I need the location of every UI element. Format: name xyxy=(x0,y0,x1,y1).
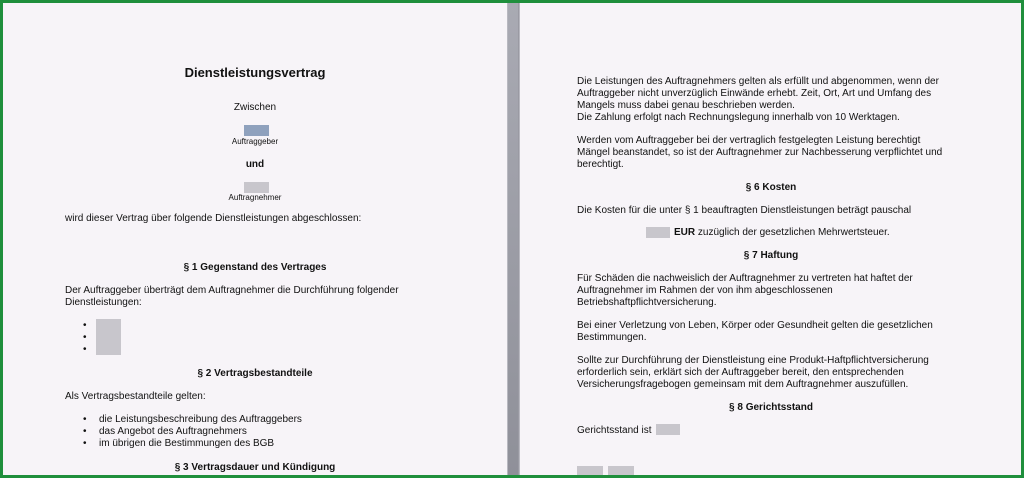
client-label: Auftraggeber xyxy=(231,137,279,146)
contractor-label: Auftragnehmer xyxy=(228,193,282,202)
list-item: die Leistungsbeschreibung des Auftraggebers xyxy=(99,414,302,425)
payment-line: Die Zahlung erfolgt nach Rechnungslegung innerhalb von 10 Werktagen. xyxy=(577,112,900,123)
between-label: Zwischen xyxy=(233,102,277,113)
signature-date-field[interactable] xyxy=(608,466,634,475)
bullet-icon: • xyxy=(83,332,87,343)
list-item: im übrigen die Bestimmungen des BGB xyxy=(99,438,275,449)
bullet-icon: • xyxy=(83,344,87,355)
insurance-line-2: erforderlich sein, erklärt sich der Auftraggeber bereit, den entsprechenden xyxy=(577,367,904,378)
section-6-text: Die Kosten für die unter § 1 beauftragten Dienstleistungen beträgt pauschal xyxy=(577,205,912,216)
client-name-field[interactable] xyxy=(244,125,269,136)
defects-line-1: Werden vom Auftraggeber bei der vertraglich festgelegten Leistung berechtigt xyxy=(577,135,921,146)
section-1-text-line-2: Dienstleistungen: xyxy=(65,297,142,308)
document-page-2 xyxy=(519,3,1021,475)
and-label: und xyxy=(245,159,265,170)
price-field[interactable] xyxy=(646,227,670,238)
page-gutter xyxy=(508,3,518,475)
signature-place-field[interactable] xyxy=(577,466,603,475)
section-1-text-line-1: Der Auftraggeber überträgt dem Auftragnehmer die Durchführung folgender xyxy=(65,285,399,296)
list-item: das Angebot des Auftragnehmers xyxy=(99,426,247,437)
injury-line-1: Bei einer Verletzung von Leben, Körper oder Gesundheit gelten die gesetzlichen xyxy=(577,320,933,331)
insurance-line-3: Versicherungsfragebogen gemeinsam mit dem Auftragnehmer auszufüllen. xyxy=(577,379,909,390)
contractor-name-field[interactable] xyxy=(244,182,269,193)
document-viewer xyxy=(3,3,1021,475)
section-2-text: Als Vertragsbestandteile gelten: xyxy=(65,391,206,402)
currency-label: EUR xyxy=(674,227,696,238)
document-page-1 xyxy=(3,3,508,475)
acceptance-line-3: Mangels muss dabei genau beschrieben werden. xyxy=(577,100,795,111)
liability-line-1: Für Schäden die nachweislich der Auftragnehmer zu vertreten hat haftet der xyxy=(577,273,913,284)
section-8-heading: § 8 Gerichtsstand xyxy=(729,402,813,413)
bullet-icon: • xyxy=(83,414,87,425)
vat-text: zuzüglich der gesetzlichen Mehrwertsteuer. xyxy=(697,227,890,238)
liability-line-3: Betriebshaftpflichtversicherung. xyxy=(577,297,717,308)
services-list-field[interactable] xyxy=(96,319,121,355)
defects-line-3: berechtigt. xyxy=(577,159,624,170)
section-3-heading: § 3 Vertragsdauer und Kündigung xyxy=(174,462,336,473)
jurisdiction-field[interactable] xyxy=(656,424,680,435)
contract-title: Dienstleistungsvertrag xyxy=(184,65,326,80)
jurisdiction-text: Gerichtsstand ist xyxy=(577,425,652,436)
bullet-icon: • xyxy=(83,320,87,331)
liability-line-2: Auftragnehmer im Rahmen der von ihm abgeschlossenen xyxy=(577,285,833,296)
bullet-icon: • xyxy=(83,438,87,449)
section-6-heading: § 6 Kosten xyxy=(745,182,797,193)
intro-text: wird dieser Vertrag über folgende Dienstleistungen abgeschlossen: xyxy=(65,213,362,224)
section-1-heading: § 1 Gegenstand des Vertrages xyxy=(183,262,327,273)
injury-line-2: Bestimmungen. xyxy=(577,332,647,343)
section-7-heading: § 7 Haftung xyxy=(743,250,799,261)
insurance-line-1: Sollte zur Durchführung der Dienstleistung eine Produkt-Haftpflichtversicherung xyxy=(577,355,929,366)
acceptance-line-1: Die Leistungen des Auftragnehmers gelten als erfüllt und abgenommen, wenn der xyxy=(577,76,939,87)
defects-line-2: Mängel beanstandet, so ist der Auftragnehmer zur Nachbesserung verpflichtet und xyxy=(577,147,943,158)
section-2-heading: § 2 Vertragsbestandteile xyxy=(197,368,313,379)
acceptance-line-2: Auftraggeber nicht unverzüglich Einwände erhebt. Zeit, Ort, Art und Umfang des xyxy=(577,88,932,99)
bullet-icon: • xyxy=(83,426,87,437)
